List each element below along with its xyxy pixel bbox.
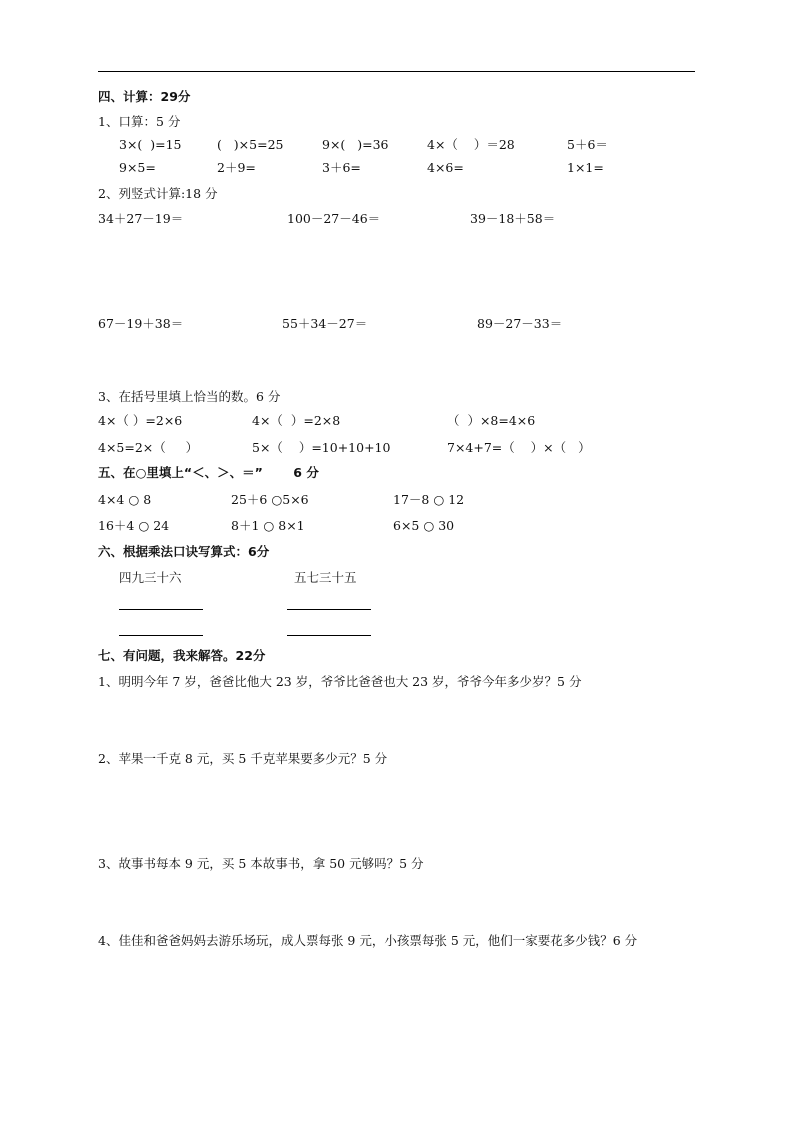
q3-label: 3、在括号里填上恰当的数。6 分 — [98, 389, 281, 404]
q2-label: 2、列竖式计算:18 分 — [98, 186, 218, 201]
oral-calc-item: 2＋9= — [217, 160, 256, 175]
vertical-calc-item: 34＋27－19＝ — [98, 211, 184, 226]
fill-number-item: 4×5=2×（ ） — [98, 440, 199, 455]
answer-blank — [119, 609, 203, 610]
section6-title: 六、根据乘法口诀写算式：6分 — [98, 544, 270, 559]
word-problem: 1、明明今年 7 岁，爸爸比他大 23 岁，爷爷比爸爸也大 23 岁，爷爷今年多少岁？5 分 — [98, 674, 582, 689]
fill-number-item: 4×（ ）=2×8 — [252, 413, 341, 428]
compare-item: 8＋1 ○ 8×1 — [231, 518, 305, 533]
oral-calc-item: 1×1= — [567, 160, 604, 175]
vertical-calc-item: 67－19＋38＝ — [98, 316, 184, 331]
compare-item: 6×5 ○ 30 — [393, 518, 455, 533]
oral-calc-item: 4×（ ）＝28 — [427, 137, 515, 152]
oral-calc-item: 4×6= — [427, 160, 464, 175]
vertical-calc-item: 89－27－33＝ — [477, 316, 563, 331]
oral-calc-item: ( )×5=25 — [217, 137, 284, 152]
fill-number-item: 4×（ ）=2×6 — [98, 413, 183, 428]
oral-calc-item: 5＋6＝ — [567, 137, 608, 152]
section7-title: 七、有问题，我来解答。22分 — [98, 648, 266, 663]
compare-item: 16＋4 ○ 24 — [98, 518, 170, 533]
multiplication-rhyme: 四九三十六 — [119, 570, 182, 585]
oral-calc-item: 9×5= — [119, 160, 156, 175]
compare-item: 4×4 ○ 8 — [98, 492, 152, 507]
compare-item: 17－8 ○ 12 — [393, 492, 465, 507]
section5-title: 五、在○里填上“＜、＞、＝” 6 分 — [98, 465, 319, 480]
answer-blank — [287, 635, 371, 636]
fill-number-item: （ ）×8=4×6 — [447, 413, 536, 428]
fill-number-item: 7×4+7=（ ）×（ ） — [447, 440, 591, 455]
fill-number-item: 5×（ ）=10+10+10 — [252, 440, 391, 455]
oral-calc-item: 3×( )=15 — [119, 137, 182, 152]
top-rule — [98, 71, 695, 72]
vertical-calc-item: 55＋34－27＝ — [282, 316, 368, 331]
word-problem: 2、苹果一千克 8 元，买 5 千克苹果要多少元？5 分 — [98, 751, 388, 766]
vertical-calc-item: 39－18＋58＝ — [470, 211, 556, 226]
section4-title: 四、计算：29分 — [98, 89, 191, 104]
oral-calc-item: 3＋6= — [322, 160, 361, 175]
answer-blank — [119, 635, 203, 636]
vertical-calc-item: 100－27－46＝ — [287, 211, 381, 226]
compare-item: 25＋6 ○5×6 — [231, 492, 309, 507]
word-problem: 4、佳佳和爸爸妈妈去游乐场玩，成人票每张 9 元，小孩票每张 5 元，他们一家要花多少钱？6 分 — [98, 933, 638, 948]
q1-label: 1、口算：5 分 — [98, 114, 181, 129]
oral-calc-item: 9×( )=36 — [322, 137, 389, 152]
answer-blank — [287, 609, 371, 610]
word-problem: 3、故事书每本 9 元，买 5 本故事书，拿 50 元够吗？5 分 — [98, 856, 424, 871]
multiplication-rhyme: 五七三十五 — [294, 570, 357, 585]
